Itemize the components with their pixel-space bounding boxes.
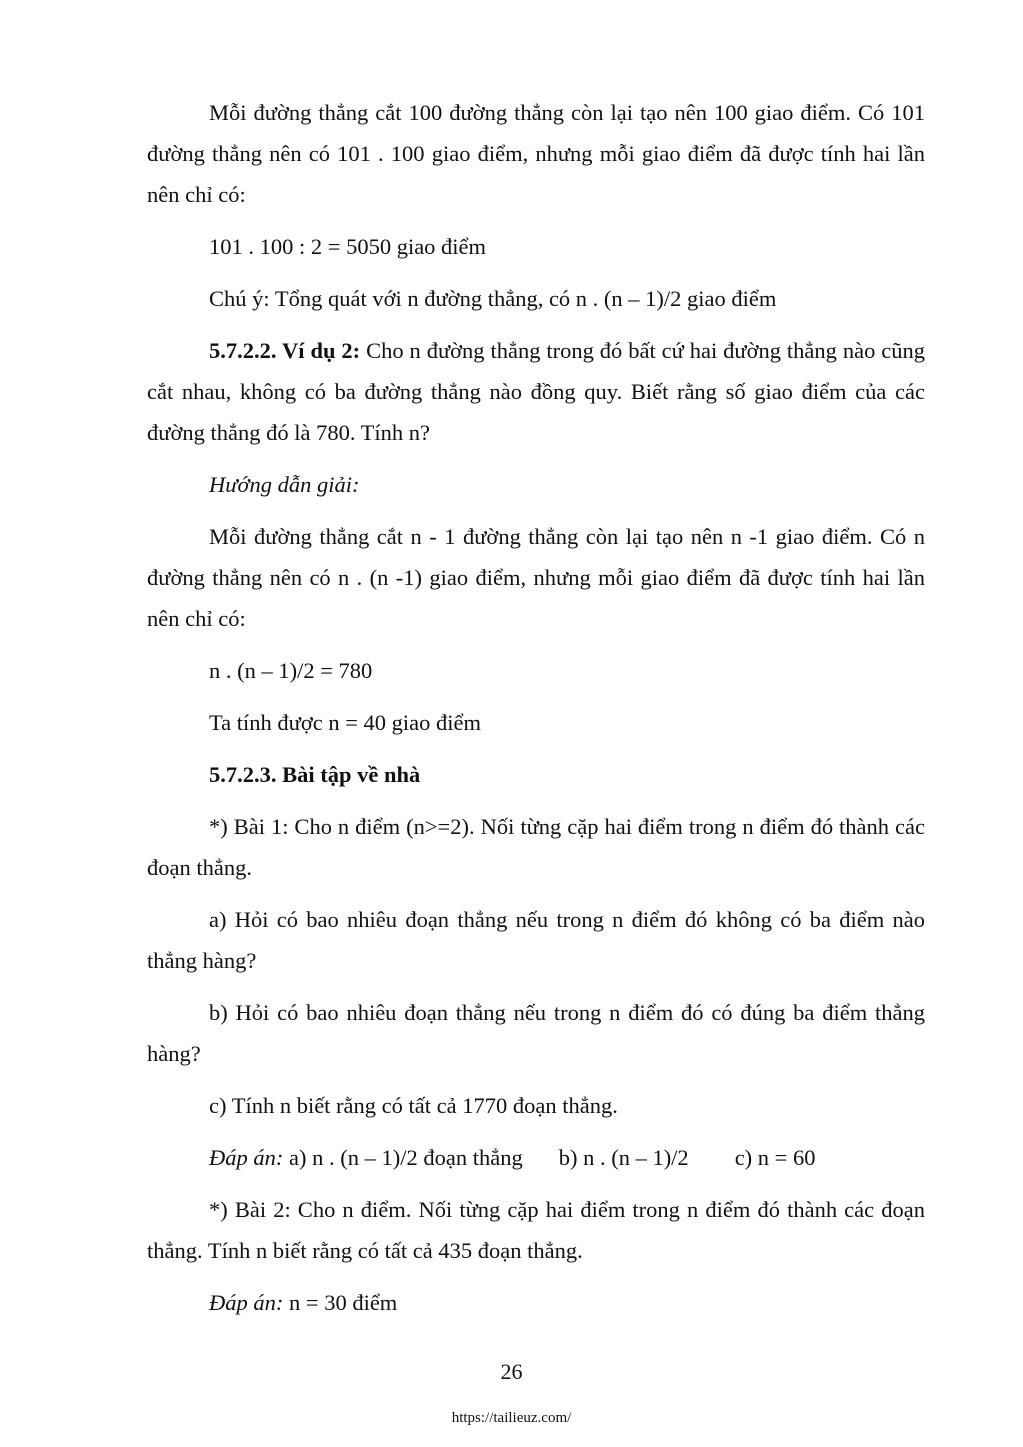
- result-n-40: Ta tính được n = 40 giao điểm: [209, 710, 482, 735]
- footer-url-link[interactable]: https://tailieuz.com/: [451, 1410, 572, 1426]
- answer-1-a: a) n . (n – 1)/2 đoạn thẳng: [283, 1145, 523, 1170]
- page-content: [147, 92, 925, 1334]
- formula-780: n . (n – 1)/2 = 780: [209, 658, 373, 683]
- exercise-1-answers: [147, 1137, 925, 1178]
- example-2-heading: 5.7.2.2. Ví dụ 2:: [209, 338, 361, 363]
- page-number: 26: [500, 1359, 523, 1384]
- exercise-2-answer: [147, 1282, 925, 1323]
- exercise-1-part-a: a) Hỏi có bao nhiêu đoạn thẳng nếu trong n điểm đó không có ba điểm nào thẳng hàng?: [147, 907, 925, 973]
- example-2-text: Cho n đường thẳng trong đó bất cứ hai đường thẳng nào cũng cắt nhau, không có ba đường thẳng nào đồng quy. Biết rằng số giao điểm của các đường thẳng đó là 780. Tính n?: [147, 338, 925, 445]
- note-general-formula: Chú ý: Tổng quát với n đường thẳng, có n . (n – 1)/2 giao điểm: [209, 286, 777, 311]
- answer-1-b: b) n . (n – 1)/2: [558, 1145, 689, 1170]
- answer-label: Đáp án:: [209, 1145, 284, 1170]
- example-2-paragraph: [147, 330, 925, 453]
- paragraph-intersections-101: Mỗi đường thẳng cắt 100 đường thẳng còn lại tạo nên 100 giao điểm. Có 101 đường thẳng nên có 101 . 100 giao điểm, nhưng mỗi giao điểm đã được tính hai lần nên chỉ có:: [147, 100, 925, 207]
- exercise-1-part-c: c) Tính n biết rằng có tất cả 1770 đoạn thẳng.: [209, 1093, 618, 1118]
- answer-1-c: c) n = 60: [734, 1145, 816, 1170]
- exercise-1-part-b: b) Hỏi có bao nhiêu đoạn thẳng nếu trong n điểm đó có đúng ba điểm thẳng hàng?: [147, 1000, 925, 1066]
- exercise-1: *) Bài 1: Cho n điểm (n>=2). Nối từng cặp hai điểm trong n điểm đó thành các đoạn thẳng.: [147, 814, 925, 880]
- exercise-2: *) Bài 2: Cho n điểm. Nối từng cặp hai điểm trong n điểm đó thành các đoạn thẳng. Tính n biết rằng có tất cả 435 đoạn thẳng.: [147, 1197, 925, 1263]
- answer-2-value: n = 30 điểm: [283, 1290, 398, 1315]
- homework-heading: 5.7.2.3. Bài tập về nhà: [209, 762, 421, 787]
- answer-2-label: Đáp án:: [209, 1290, 284, 1315]
- formula-5050: 101 . 100 : 2 = 5050 giao điểm: [209, 234, 487, 259]
- solution-guide-label: Hướng dẫn giải:: [209, 472, 360, 497]
- paragraph-intersections-n: Mỗi đường thẳng cắt n - 1 đường thẳng còn lại tạo nên n -1 giao điểm. Có n đường thẳng nên có n . (n -1) giao điểm, nhưng mỗi giao điểm đã được tính hai lần nên chỉ có:: [147, 524, 925, 631]
